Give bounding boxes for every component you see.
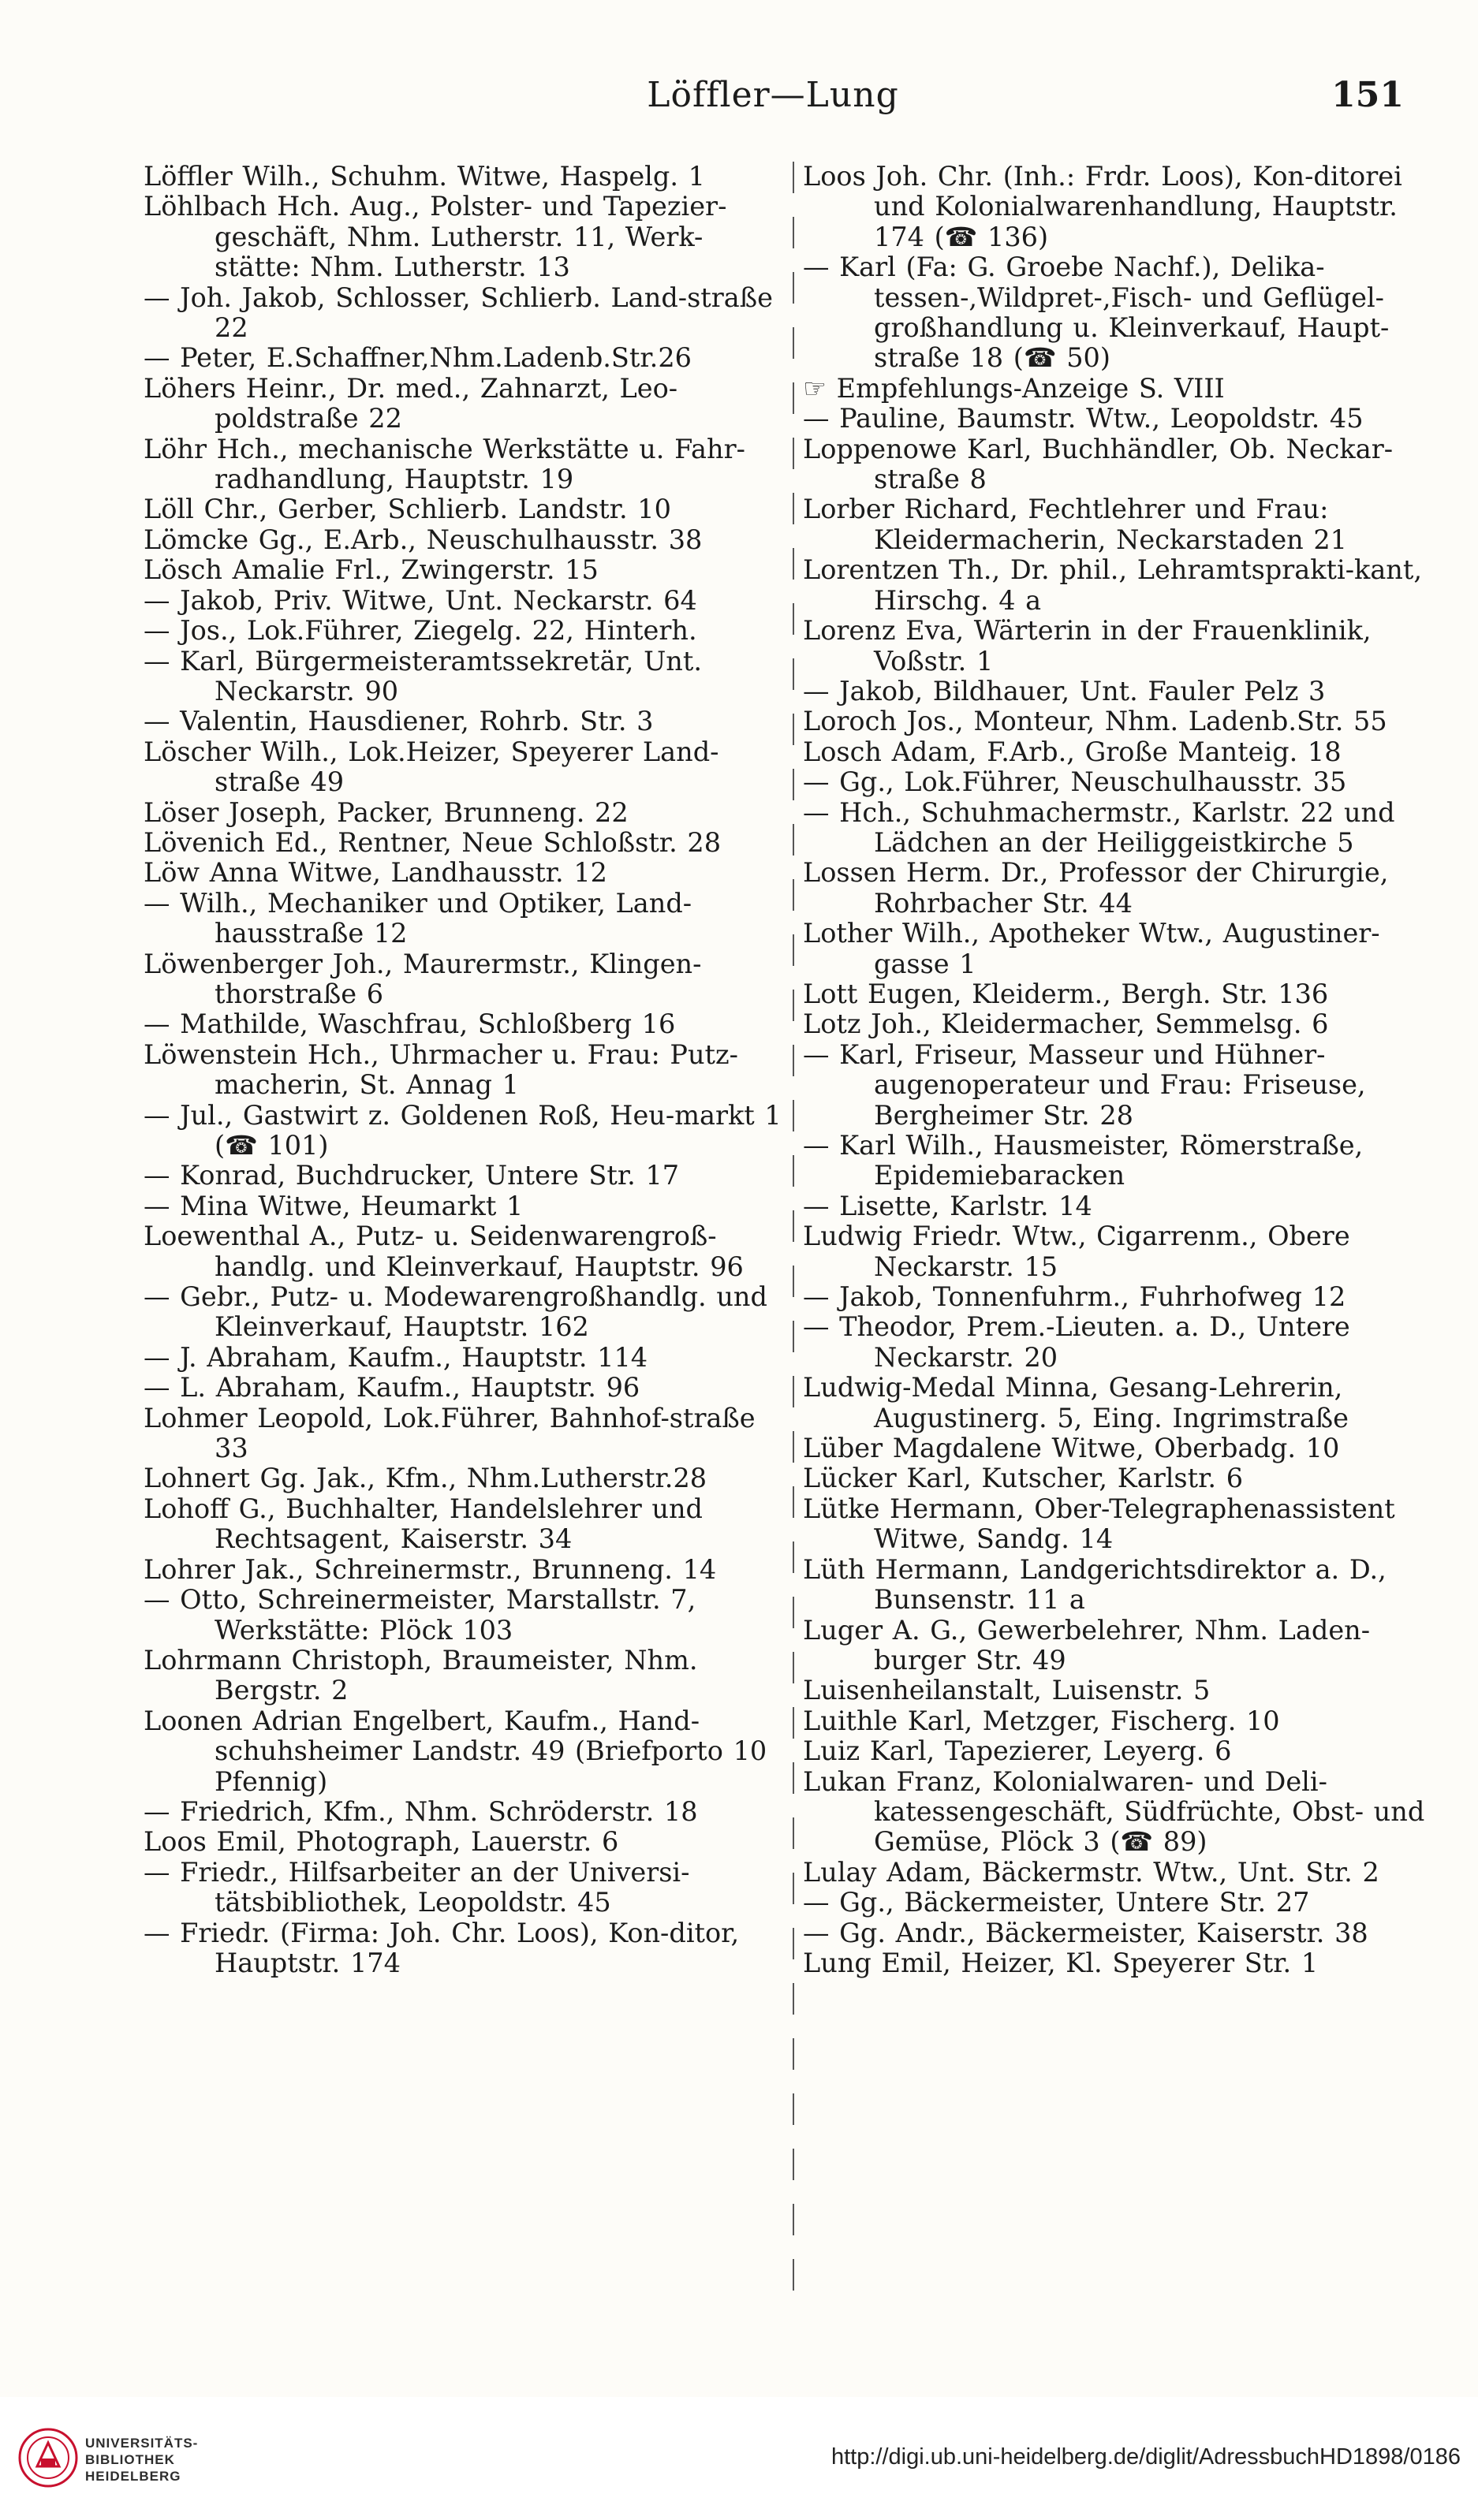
directory-entry: Luisenheilanstalt, Luisenstr. 5: [803, 1675, 1211, 1706]
directory-entry: — Joh. Jakob, Schlosser, Schlierb. Land-straße 22: [144, 281, 773, 344]
directory-entry: Lorenz Eva, Wärterin in der Frauenklinik, Voßstr. 1: [803, 615, 1372, 677]
directory-entry: Lukan Franz, Kolonialwaren- und Deli-katessengeschäft, Südfrüchte, Obst- und Gemüse, Plöck 3 (☎ 89): [803, 1765, 1425, 1858]
directory-entry: Ludwig-Medal Minna, Gesang-Lehrerin, Augustinerg. 5, Eing. Ingrimstraße: [803, 1372, 1349, 1433]
directory-entry: — Gg., Bäckermeister, Untere Str. 27: [803, 1887, 1310, 1918]
directory-entry: — Friedr., Hilfsarbeiter an der Universi-tätsbibliothek, Leopoldstr. 45: [144, 1856, 690, 1918]
directory-entry: Luger A. G., Gewerbelehrer, Nhm. Laden-burger Str. 49: [803, 1614, 1371, 1676]
directory-entry: Lohrmann Christoph, Braumeister, Nhm. Bergstr. 2: [144, 1644, 698, 1706]
right-column: [803, 162, 1434, 1978]
directory-entry: Luithle Karl, Metzger, Fischerg. 10: [803, 1705, 1280, 1736]
directory-entry: Loos Joh. Chr. (Inh.: Frdr. Loos), Kon-ditorei und Kolonialwarenhandlung, Hauptstr. 174 (☎ 136): [803, 161, 1402, 252]
directory-entry: Lütke Hermann, Ober-Telegraphenassistent Witwe, Sandg. 14: [803, 1493, 1395, 1555]
directory-entry: Löwenberger Joh., Maurermstr., Klingen-thorstraße 6: [144, 948, 702, 1009]
directory-entry: Lohrer Jak., Schreinermstr., Brunneng. 14: [144, 1553, 717, 1585]
directory-entry: — Karl, Friseur, Masseur und Hühner-augenoperateur und Frau: Friseuse, Bergheimer Str. 28: [803, 1038, 1366, 1131]
directory-entry: Löll Chr., Gerber, Schlierb. Landstr. 10: [144, 494, 671, 525]
directory-entry: — L. Abraham, Kaufm., Hauptstr. 96: [144, 1372, 640, 1404]
directory-entry: Lulay Adam, Bäckermstr. Wtw., Unt. Str. 2: [803, 1856, 1379, 1888]
library-name-line: UNIVERSITÄTS-: [85, 2436, 199, 2451]
directory-entry: Lohnert Gg. Jak., Kfm., Nhm.Lutherstr.28: [144, 1463, 707, 1494]
directory-entry: — Valentin, Hausdiener, Rohrb. Str. 3: [144, 706, 654, 737]
directory-entry: Lömcke Gg., E.Arb., Neuschulhausstr. 38: [144, 524, 703, 555]
directory-entry: Ludwig Friedr. Wtw., Cigarrenm., Obere Neckarstr. 15: [803, 1221, 1350, 1282]
directory-entry: — Gg., Lok.Führer, Neuschulhausstr. 35: [803, 766, 1347, 798]
directory-entry: Lüber Magdalene Witwe, Oberbadg. 10: [803, 1433, 1340, 1464]
directory-entry: — Friedrich, Kfm., Nhm. Schröderstr. 18: [144, 1795, 698, 1827]
directory-entry: Lossen Herm. Dr., Professor der Chirurgie, Rohrbacher Str. 44: [803, 857, 1389, 919]
directory-entry: Löhers Heinr., Dr. med., Zahnarzt, Leo-poldstraße 22: [144, 372, 678, 434]
directory-entry: — Otto, Schreinermeister, Marstallstr. 7, Werkstätte: Plöck 103: [144, 1584, 696, 1646]
directory-entry: — Theodor, Prem.-Lieuten. a. D., Untere Neckarstr. 20: [803, 1311, 1350, 1373]
directory-entry: — Karl Wilh., Hausmeister, Römerstraße, Epidemiebaracken: [803, 1130, 1364, 1191]
directory-entry: Lohmer Leopold, Lok.Führer, Bahnhof-straße 33: [144, 1402, 756, 1464]
directory-entry: — Jos., Lok.Führer, Ziegelg. 22, Hinterh.: [144, 615, 697, 647]
page-header: [142, 75, 1404, 130]
directory-entry: — Peter, E.Schaffner,Nhm.Ladenb.Str.26: [144, 342, 692, 374]
directory-entry: — Hch., Schuhmachermstr., Karlstr. 22 und Lädchen an der Heiliggeistkirche 5: [803, 796, 1395, 858]
directory-entry: — Jakob, Tonnenfuhrm., Fuhrhofweg 12: [803, 1281, 1346, 1313]
university-seal-icon: [17, 2427, 79, 2488]
directory-entry: Loos Emil, Photograph, Lauerstr. 6: [144, 1826, 619, 1858]
directory-entry: Lohoff G., Buchhalter, Handelslehrer und Rechtsagent, Kaiserstr. 34: [144, 1493, 703, 1555]
page-number: 151: [1331, 75, 1404, 115]
library-name-line: HEIDELBERG: [85, 2469, 181, 2484]
library-name: [85, 2435, 198, 2485]
directory-entry: Lorber Richard, Fechtlehrer und Frau: Kleidermacherin, Neckarstaden 21: [803, 494, 1347, 555]
directory-entry: — Karl (Fa: G. Groebe Nachf.), Delika-tessen-,Wildpret-,Fisch- und Geflügel-großhandlung u. Kleinverkauf, Haupt-straße 18 (☎ 50): [803, 252, 1390, 374]
directory-entry: Lother Wilh., Apotheker Wtw., Augustiner-gasse 1: [803, 918, 1380, 979]
directory-entry: Löhr Hch., mechanische Werkstätte u. Fahr-radhandlung, Hauptstr. 19: [144, 433, 745, 495]
directory-entry: — Konrad, Buchdrucker, Untere Str. 17: [144, 1160, 680, 1191]
directory-entry: — Jakob, Bildhauer, Unt. Fauler Pelz 3: [803, 675, 1326, 706]
directory-entry: Luiz Karl, Tapezierer, Leyerg. 6: [803, 1735, 1232, 1767]
directory-entry: — Wilh., Mechaniker und Optiker, Land-hausstraße 12: [144, 887, 692, 949]
directory-entry: Lövenich Ed., Rentner, Neue Schloßstr. 28: [144, 826, 722, 858]
directory-entry: Lotz Joh., Kleidermacher, Semmelsg. 6: [803, 1008, 1329, 1040]
directory-entry: Lorentzen Th., Dr. phil., Lehramtsprakti-kant, Hirschg. 4 a: [803, 554, 1422, 616]
directory-entry: — Gg. Andr., Bäckermeister, Kaiserstr. 38: [803, 1917, 1368, 1948]
directory-entry: — Lisette, Karlstr. 14: [803, 1190, 1092, 1221]
left-column: [144, 162, 782, 1978]
column-divider: [793, 162, 794, 2306]
directory-entry: — Jakob, Priv. Witwe, Unt. Neckarstr. 64: [144, 584, 697, 616]
directory-entry: Lüth Hermann, Landgerichtsdirektor a. D., Bunsenstr. 11 a: [803, 1553, 1387, 1616]
directory-entry: Löffler Wilh., Schuhm. Witwe, Haspelg. 1: [144, 161, 705, 192]
directory-entry: Losch Adam, F.Arb., Große Manteig. 18: [803, 736, 1342, 767]
directory-entry: Lung Emil, Heizer, Kl. Speyerer Str. 1: [803, 1947, 1319, 1978]
directory-entry: Loroch Jos., Monteur, Nhm. Ladenb.Str. 55: [803, 706, 1387, 737]
directory-entry: Löser Joseph, Packer, Brunneng. 22: [144, 796, 629, 828]
directory-entry: — J. Abraham, Kaufm., Hauptstr. 114: [144, 1341, 648, 1373]
running-title: Löffler—Lung: [647, 75, 899, 115]
directory-entry: Lücker Karl, Kutscher, Karlstr. 6: [803, 1463, 1244, 1494]
directory-entry: — Gebr., Putz- u. Modewarengroßhandlg. und Kleinverkauf, Hauptstr. 162: [144, 1281, 767, 1343]
directory-entry: — Pauline, Baumstr. Wtw., Leopoldstr. 45: [803, 403, 1364, 434]
directory-entry: — Friedr. (Firma: Joh. Chr. Loos), Kon-ditor, Hauptstr. 174: [144, 1917, 740, 1978]
directory-entry: — Jul., Gastwirt z. Goldenen Roß, Heu-markt 1 (☎ 101): [144, 1099, 782, 1161]
source-url-link[interactable]: http://digi.ub.uni-heidelberg.de/diglit/AdressbuchHD1898/0186: [830, 2444, 1461, 2470]
directory-entry: Löw Anna Witwe, Landhausstr. 12: [144, 857, 607, 889]
directory-entry: — Mathilde, Waschfrau, Schloßberg 16: [144, 1008, 676, 1040]
directory-entry: Loonen Adrian Engelbert, Kaufm., Hand-schuhsheimer Landstr. 49 (Briefporto 10 Pfennig): [144, 1705, 767, 1797]
library-name-line: BIBLIOTHEK: [85, 2452, 175, 2467]
directory-entry: Löscher Wilh., Lok.Heizer, Speyerer Land-straße 49: [144, 736, 719, 798]
directory-entry: Loppenowe Karl, Buchhändler, Ob. Neckar-straße 8: [803, 433, 1394, 495]
directory-entry: — Mina Witwe, Heumarkt 1: [144, 1190, 524, 1221]
directory-entry: Löhlbach Hch. Aug., Polster- und Tapezier-geschäft, Nhm. Lutherstr. 11, Werk-stätte: Nhm. Lutherstr. 13: [144, 191, 727, 283]
directory-entry: Löwenstein Hch., Uhrmacher u. Frau: Putz-macherin, St. Annag 1: [144, 1038, 738, 1101]
directory-entry: — Karl, Bürgermeisteramtssekretär, Unt. Neckarstr. 90: [144, 645, 702, 706]
directory-entry: Lösch Amalie Frl., Zwingerstr. 15: [144, 554, 599, 586]
digitization-footer: [0, 2397, 1478, 2520]
directory-entry: Lott Eugen, Kleiderm., Bergh. Str. 136: [803, 978, 1329, 1009]
directory-entry: Loewenthal A., Putz- u. Seidenwarengroß-handlg. und Kleinverkauf, Hauptstr. 96: [144, 1221, 744, 1282]
directory-entry: ☞ Empfehlungs-Anzeige S. VIII: [803, 372, 1225, 404]
